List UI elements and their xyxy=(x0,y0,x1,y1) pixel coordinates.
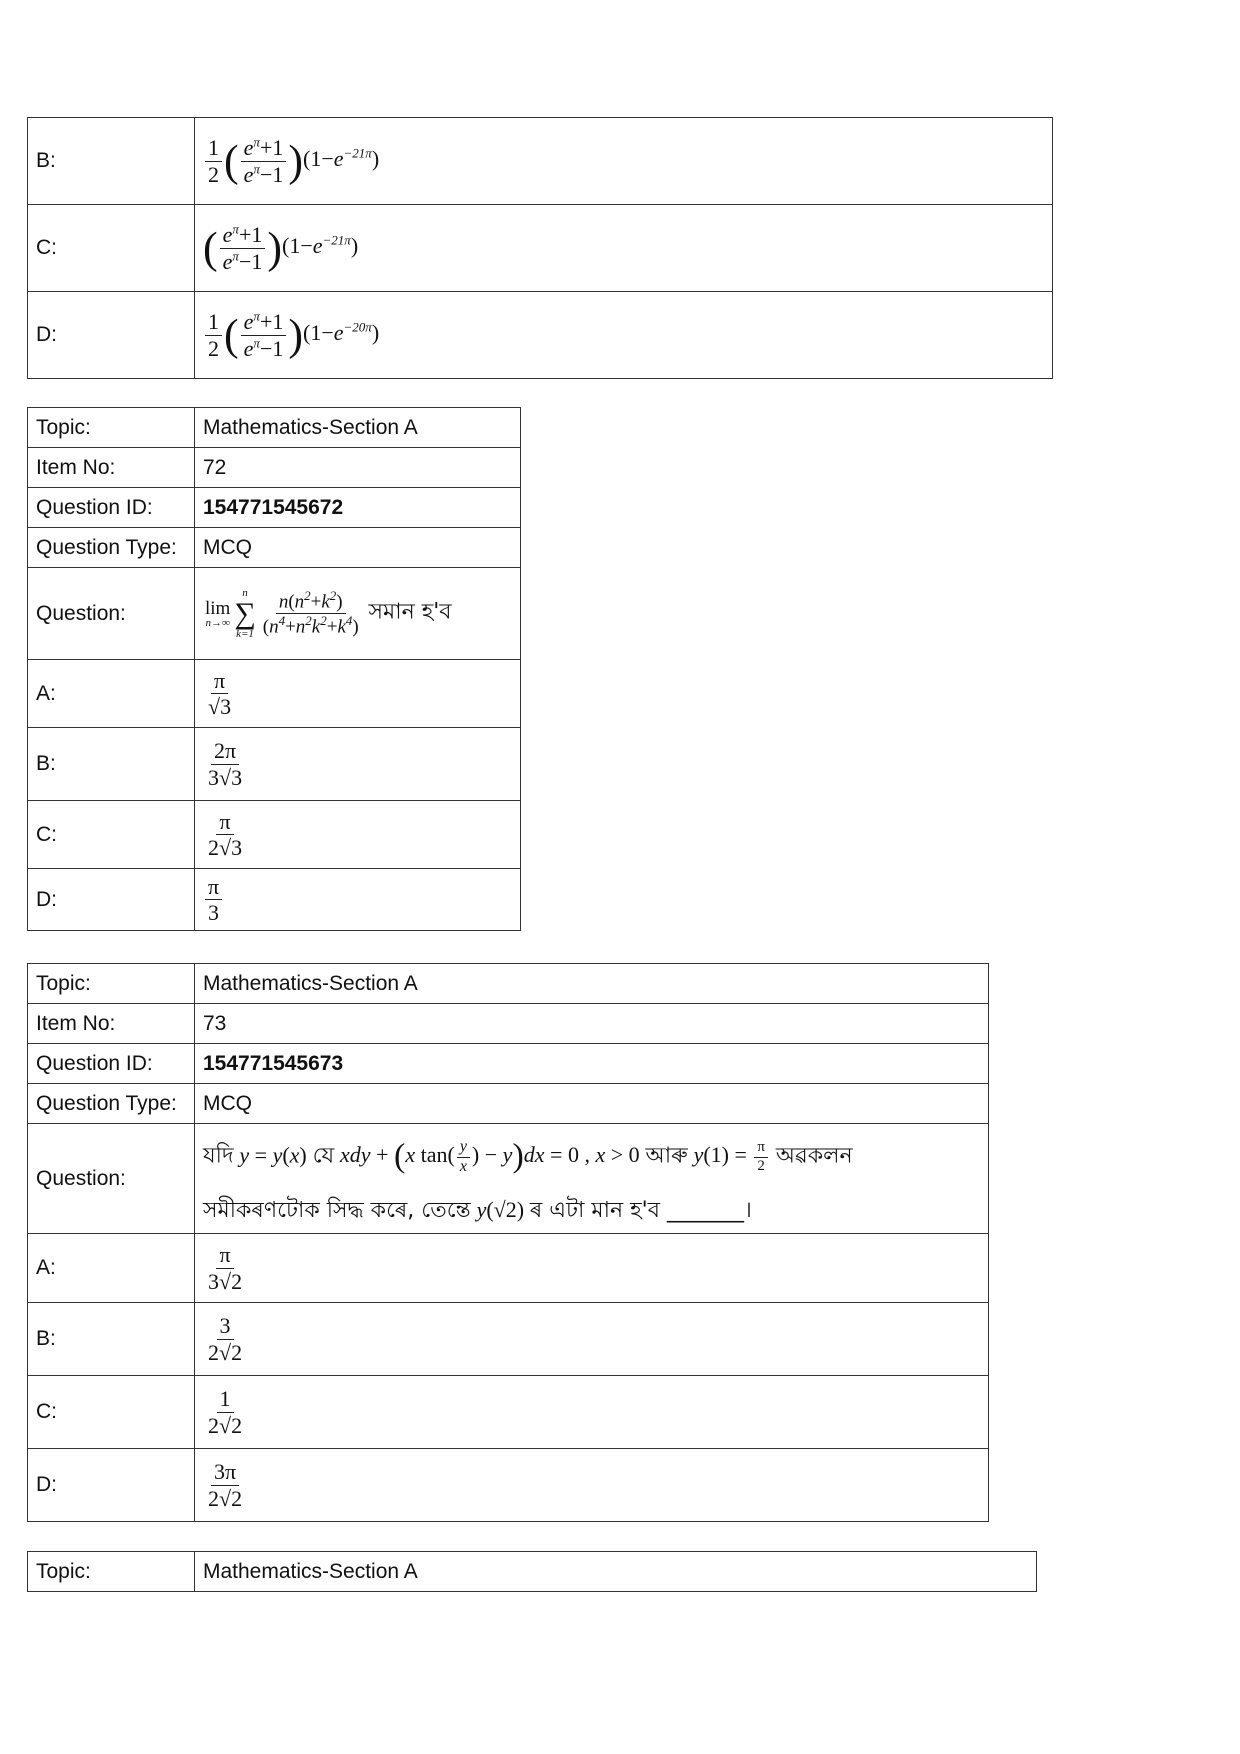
option-value xyxy=(195,1376,989,1449)
question-id-value: 154771545673 xyxy=(195,1044,989,1084)
option-den: 3√3 xyxy=(208,764,243,790)
option-row xyxy=(28,660,521,728)
option-num: π xyxy=(216,809,233,835)
option-row xyxy=(28,801,521,869)
q71-options-table xyxy=(27,117,1053,379)
option-num: 2π xyxy=(211,738,239,764)
item-no-value: 73 xyxy=(195,1004,989,1044)
question-type-label: Question Type: xyxy=(28,528,195,568)
question-part2: যে xyxy=(312,1143,335,1169)
option-label: B: xyxy=(28,118,195,205)
option-value xyxy=(195,1303,989,1376)
option-num: π xyxy=(211,668,228,694)
item-no-label: Item No: xyxy=(28,1004,195,1044)
option-label: C: xyxy=(28,205,195,292)
topic-value: Mathematics-Section A xyxy=(195,408,521,448)
option-label: B: xyxy=(28,728,195,801)
meta-row-topic xyxy=(28,964,989,1004)
option-row xyxy=(28,118,1053,205)
option-den: 3 xyxy=(208,900,220,925)
question-tail-text: সমান হ'ব xyxy=(368,598,452,624)
option-label: C: xyxy=(28,801,195,869)
option-value xyxy=(195,1234,989,1303)
question-row xyxy=(28,568,521,660)
topic-value: Mathematics-Section A xyxy=(195,1552,1037,1592)
option-label: C: xyxy=(28,1376,195,1449)
option-row xyxy=(28,728,521,801)
meta-row-qtype xyxy=(28,528,521,568)
question-text: lim n→∞ n ∑ k=1 $\frac{n(n^2+k^2)}{(n^4+n^2k^2+k^4)}$ সমান হ'ব xyxy=(195,568,521,660)
option-value xyxy=(195,801,521,869)
topic-label: Topic: xyxy=(28,408,195,448)
option-den: 3√2 xyxy=(208,1268,243,1294)
option-row xyxy=(28,1234,989,1303)
question-line2a: সমীকৰণটোক সিদ্ধ কৰে, তেন্তে xyxy=(203,1198,471,1224)
meta-row-item xyxy=(28,448,521,488)
option-num: π xyxy=(205,874,222,900)
option-den: √3 xyxy=(208,694,232,719)
option-value xyxy=(195,728,521,801)
option-value xyxy=(195,869,521,931)
option-den: 2√3 xyxy=(208,835,243,860)
question-part1: যদি xyxy=(203,1143,234,1169)
question-part3: আৰু xyxy=(645,1143,688,1169)
question-part4: অৱকলন xyxy=(775,1143,853,1169)
question-label: Question: xyxy=(28,568,195,660)
option-formula: $\frac{1}{2}$ ( $\frac{e^\pi+1}{e^\pi-1}$ )$(1-e^{-21\pi})$ xyxy=(195,118,1053,205)
option-row xyxy=(28,1303,989,1376)
option-num: 3π xyxy=(211,1459,239,1485)
option-num: 1 xyxy=(217,1386,234,1412)
meta-row-qid xyxy=(28,488,521,528)
option-row xyxy=(28,1376,989,1449)
option-row xyxy=(28,292,1053,379)
topic-label: Topic: xyxy=(28,1552,195,1592)
question-line2b: ৰ এটা মান হ'ব _______। xyxy=(529,1198,752,1224)
option-value xyxy=(195,660,521,728)
option-value xyxy=(195,1449,989,1522)
option-row xyxy=(28,1449,989,1522)
option-label: A: xyxy=(28,1234,195,1303)
meta-row-topic xyxy=(28,1552,1037,1592)
question-type-value: MCQ xyxy=(195,1084,989,1124)
meta-row-topic xyxy=(28,408,521,448)
topic-value: Mathematics-Section A xyxy=(195,964,989,1004)
question-row xyxy=(28,1124,989,1234)
option-num: 3 xyxy=(217,1313,234,1339)
option-den: 2√2 xyxy=(208,1485,243,1511)
item-no-label: Item No: xyxy=(28,448,195,488)
meta-row-qtype xyxy=(28,1084,989,1124)
question-type-value: MCQ xyxy=(195,528,521,568)
question-label: Question: xyxy=(28,1124,195,1234)
question-id-value: 154771545672 xyxy=(195,488,521,528)
option-formula: ( $\frac{e^\pi+1}{e^\pi-1}$ )$(1-e^{-21\pi})$ xyxy=(195,205,1053,292)
topic-label: Topic: xyxy=(28,964,195,1004)
option-label: D: xyxy=(28,292,195,379)
q73-table xyxy=(27,963,989,1522)
question-id-label: Question ID: xyxy=(28,1044,195,1084)
meta-row-qid xyxy=(28,1044,989,1084)
option-row xyxy=(28,205,1053,292)
question-text: যদি y = y(x) যে xdy + (x tan( $\frac{y}{x}$ ) − y)dx = 0 , x > 0 আৰু y(1) = $\frac{\pi}{2}$ অৱকলন সমীকৰণটোক সিদ্ধ কৰে, তেন্তে y(√2) ৰ এটা মান হ'ব _______। xyxy=(195,1124,989,1234)
meta-row-item xyxy=(28,1004,989,1044)
option-den: 2√2 xyxy=(208,1339,243,1365)
q74-table xyxy=(27,1551,1037,1592)
option-label: D: xyxy=(28,869,195,931)
option-label: B: xyxy=(28,1303,195,1376)
item-no-value: 72 xyxy=(195,448,521,488)
option-formula: $\frac{1}{2}$ ( $\frac{e^\pi+1}{e^\pi-1}$ )$(1-e^{-20\pi})$ xyxy=(195,292,1053,379)
question-id-label: Question ID: xyxy=(28,488,195,528)
question-type-label: Question Type: xyxy=(28,1084,195,1124)
option-num: π xyxy=(216,1242,233,1268)
option-label: A: xyxy=(28,660,195,728)
q72-table xyxy=(27,407,521,931)
option-row xyxy=(28,869,521,931)
option-label: D: xyxy=(28,1449,195,1522)
option-den: 2√2 xyxy=(208,1412,243,1438)
